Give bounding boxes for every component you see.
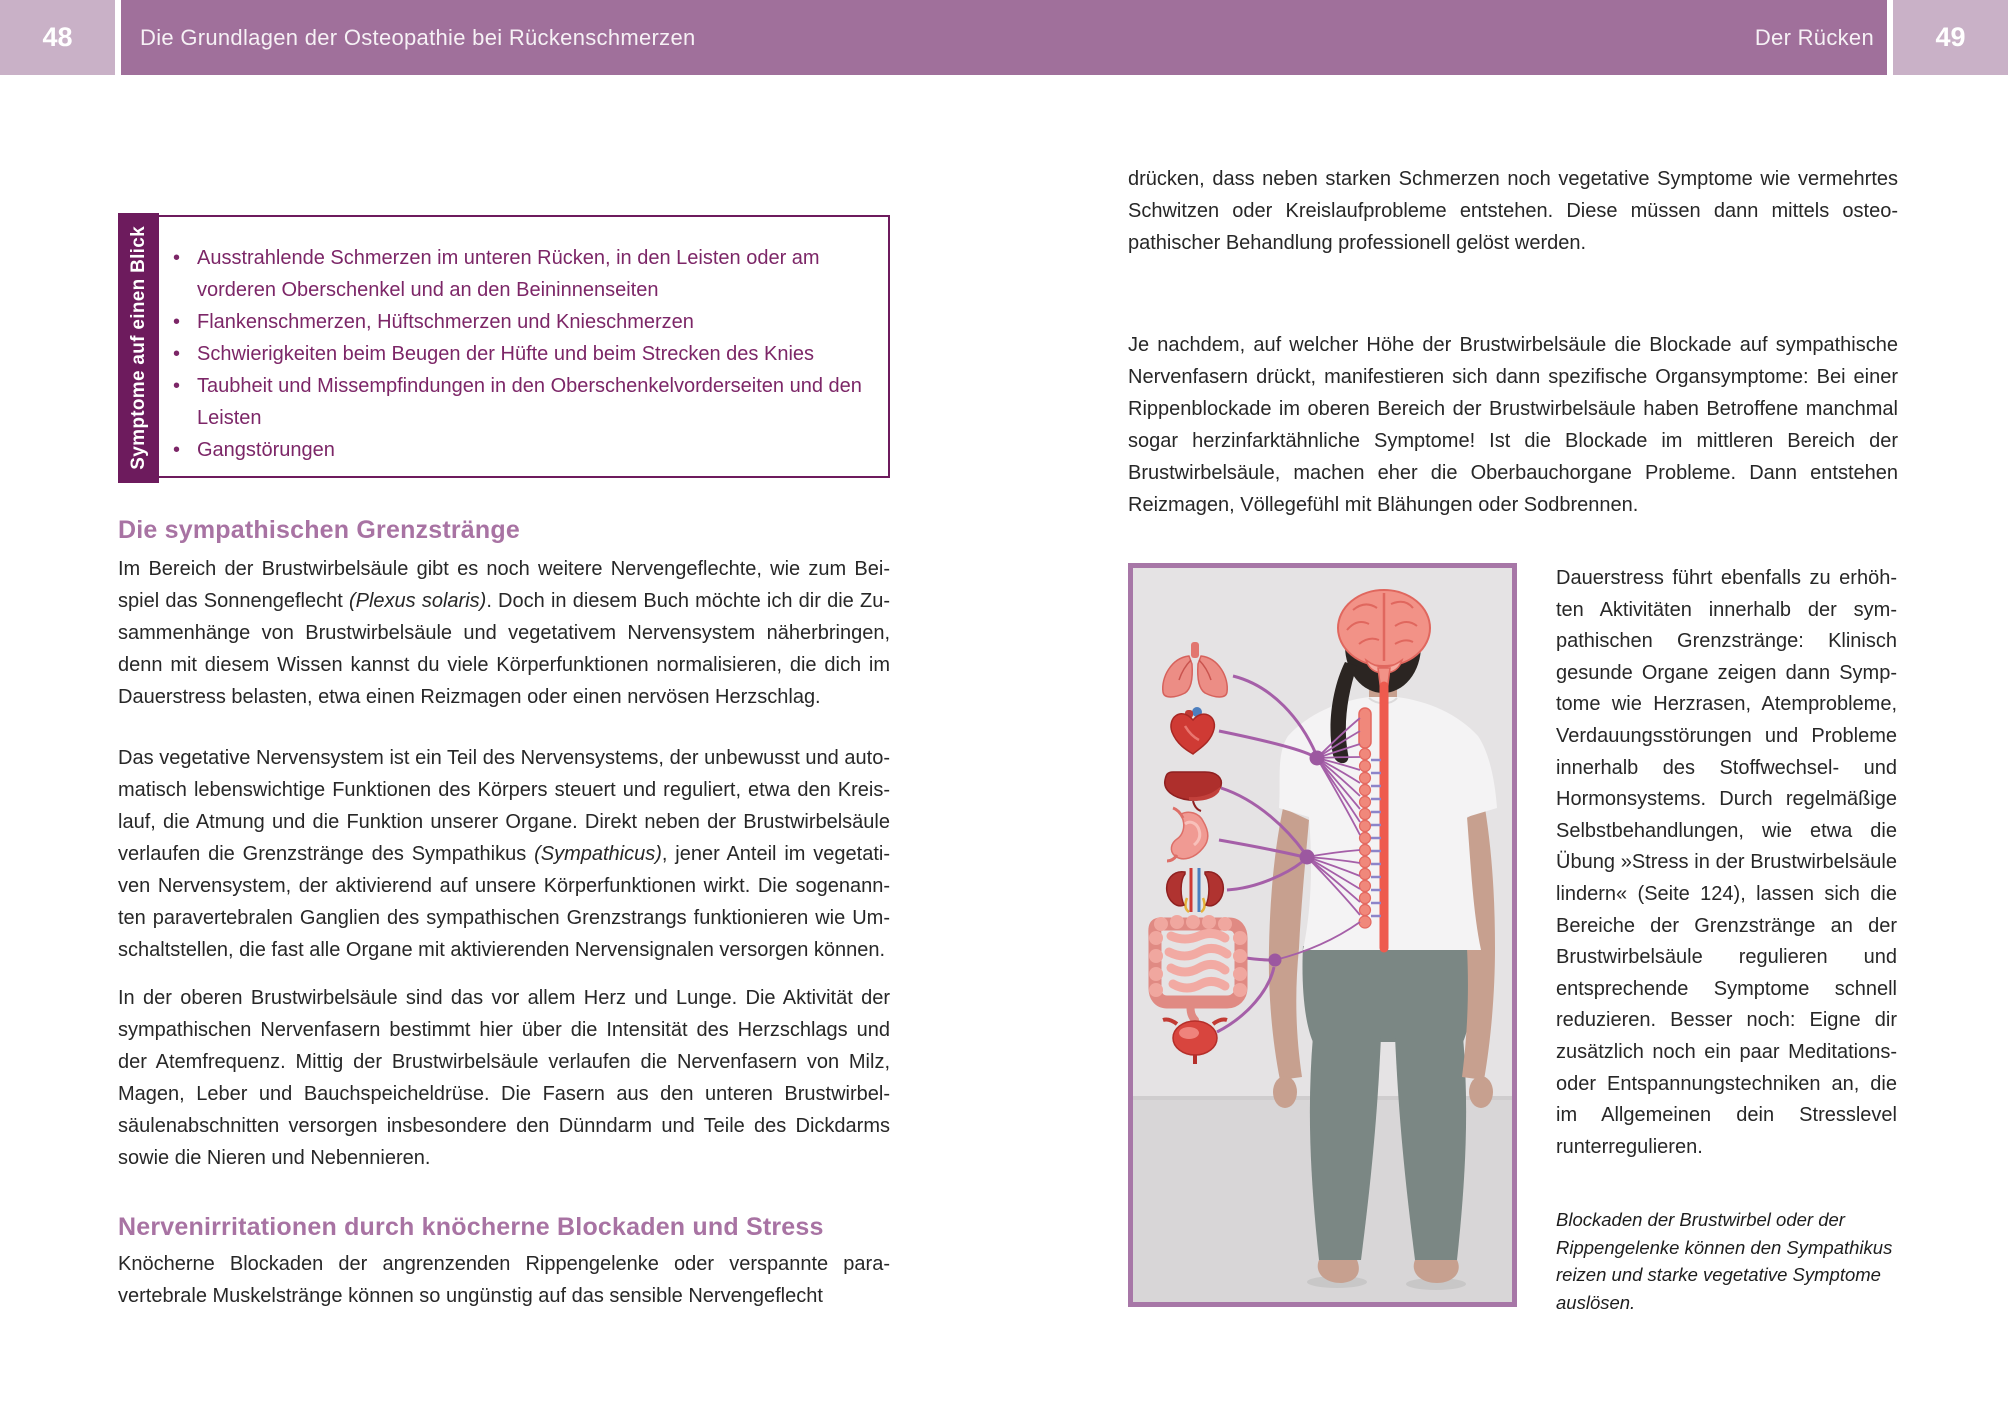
chapter-title-left: Die Grundlagen der Osteopathie bei Rückenschmerzen [140,24,696,50]
paragraph: Dauerstress führt ebenfalls zu erhöhten Aktivitäten innerhalb der sympathischen Grenzstränge: Klinisch gesunde Organe zeigen dann Symptome wie Herzrasen, Atemprobleme, Verdauungsstörungen und Probleme innerhalb des Stoffwechsel- und Hormonsystems. Durch regelmäßige Selbstbehandlungen, wie etwa die Übung »Stress in der Brustwirbelsäule lindern« (Seite 124), lassen sich die Bereiche der Grenzstränge an der Brustwirbelsäule regulieren und entsprechende Symptome schnell reduzieren. Besser noch: Eigne dir zusätzlich noch ein paar Meditations- oder Entspannungstechniken an, die im Allgemeinen dein Stresslevel runterregulieren. [1556,567,1897,1158]
header-bar [121,0,1887,75]
paragraph: Knöcherne Blockaden der angrenzenden Rippengelenke oder verspannte paravertebrale Muskelstränge können so ungünstig auf das sensible Nervengeflecht [118,1253,890,1307]
side-column [1556,563,1897,1163]
symptom-item: • Taubheit und Missempfindungen in den Oberschenkelvorderseiten und den Leisten [197,370,868,434]
paragraph: In der oberen Brustwirbelsäule sind das vor allem Herz und Lunge. Die Aktivität der sympathischen Nervenfasern bestimmt hier über die Intensität des Herzschlags und der Atemfrequenz. Mittig der Brustwirbelsäule verlaufen die Nervenfasern von Milz, Magen, Leber und Bauchspeicheldrüse. Die Fasern aus den unteren Brustwirbelsäulenabschnitten versorgen insbesondere den Dünndarm und Teile des Dickdarms sowie die Nieren und Nebennieren. [118,987,890,1169]
section-heading: Die sympathischen Grenzstränge [118,516,520,544]
sympathetic-chain-icon [1359,708,1371,928]
symptom-list [120,217,888,466]
paragraph: Das vegetative Nervensystem ist ein Teil des Nervensystems, der unbewusst und automatisch lebenswichtige Funktionen des Körpers steuert und reguliert, etwa den Kreislauf, die Atmung und die Funktion unserer Organe. Direkt neben der Brustwirbelsäule verlaufen die Grenzstränge des Sympathikus (Sympathicus), jener Anteil im vegetativen Nervensystem, der aktivierend auf unsere Körperfunktionen wirkt. Die sogenannten paravertebralen Ganglien des sympathischen Grenzstrangs funktionieren wie Umschaltstellen, die fast alle Organe mit aktivierenden Nervensignalen versorgen können. [118,747,890,961]
symptom-item: • Schwierigkeiten beim Beugen der Hüfte und beim Strecken des Knies [197,338,868,370]
symptom-box-tab-label: Symptome auf einen Blick [127,226,149,470]
symptom-box-tab [118,213,159,483]
symptom-item: • Ausstrahlende Schmerzen im unteren Rücken, in den Leisten oder am vorderen Oberschenkel und an den Beininnenseiten [197,242,868,306]
page-number-left: 48 [0,0,115,75]
page-number-right: 49 [1893,0,2008,75]
figure-caption: Blockaden der Brustwirbel oder der Rippengelenke können den Sympathikus reizen und starke vegetative Symptome auslösen. [1556,1209,1893,1313]
anatomy-figure [1128,563,1517,1307]
paragraph: Im Bereich der Brustwirbelsäule gibt es noch weitere Nervengeflechte, wie zum Beispiel das Sonnengeflecht (Plexus solaris). Doch in diesem Buch möchte ich dir die Zusammenhänge von Brustwirbelsäule und vegetativem Nervensystem näherbringen, denn mit diesem Wissen kannst du viele Körperfunktionen normalisieren, die dich im Dauerstress belasten, etwa einen Reizmagen oder einen nervösen Herzschlag. [118,558,890,708]
symptom-item: • Flankenschmerzen, Hüftschmerzen und Knieschmerzen [197,306,868,338]
chapter-title-right: Der Rücken [1754,24,1874,50]
symptom-box [118,215,890,478]
paragraph: drücken, dass neben starken Schmerzen noch vegetative Symptome wie vermehrtes Schwitzen oder Kreislaufprobleme entstehen. Diese müssen dann mittels osteopathischer Behandlung professionell gelöst werden. [1128,168,1898,254]
symptom-item: • Gangstörungen [197,434,868,466]
section-heading: Nervenirritationen durch knöcherne Blockaden und Stress [118,1213,824,1241]
paragraph: Je nachdem, auf welcher Höhe der Brustwirbelsäule die Blockade auf sympathische Nervenfasern drückt, manifestieren sich dann spezifische Organsymptome: Bei einer Rippenblockade im oberen Bereich der Brustwirbelsäule haben Betroffene manchmal sogar herzinfarktähnliche Symptome! Ist die Blockade im mittleren Bereich der Brustwirbelsäule, machen eher die Oberbauchorgane Probleme. Dann entstehen Reizmagen, Völlegefühl mit Blähungen oder Sodbrennen. [1128,334,1898,516]
